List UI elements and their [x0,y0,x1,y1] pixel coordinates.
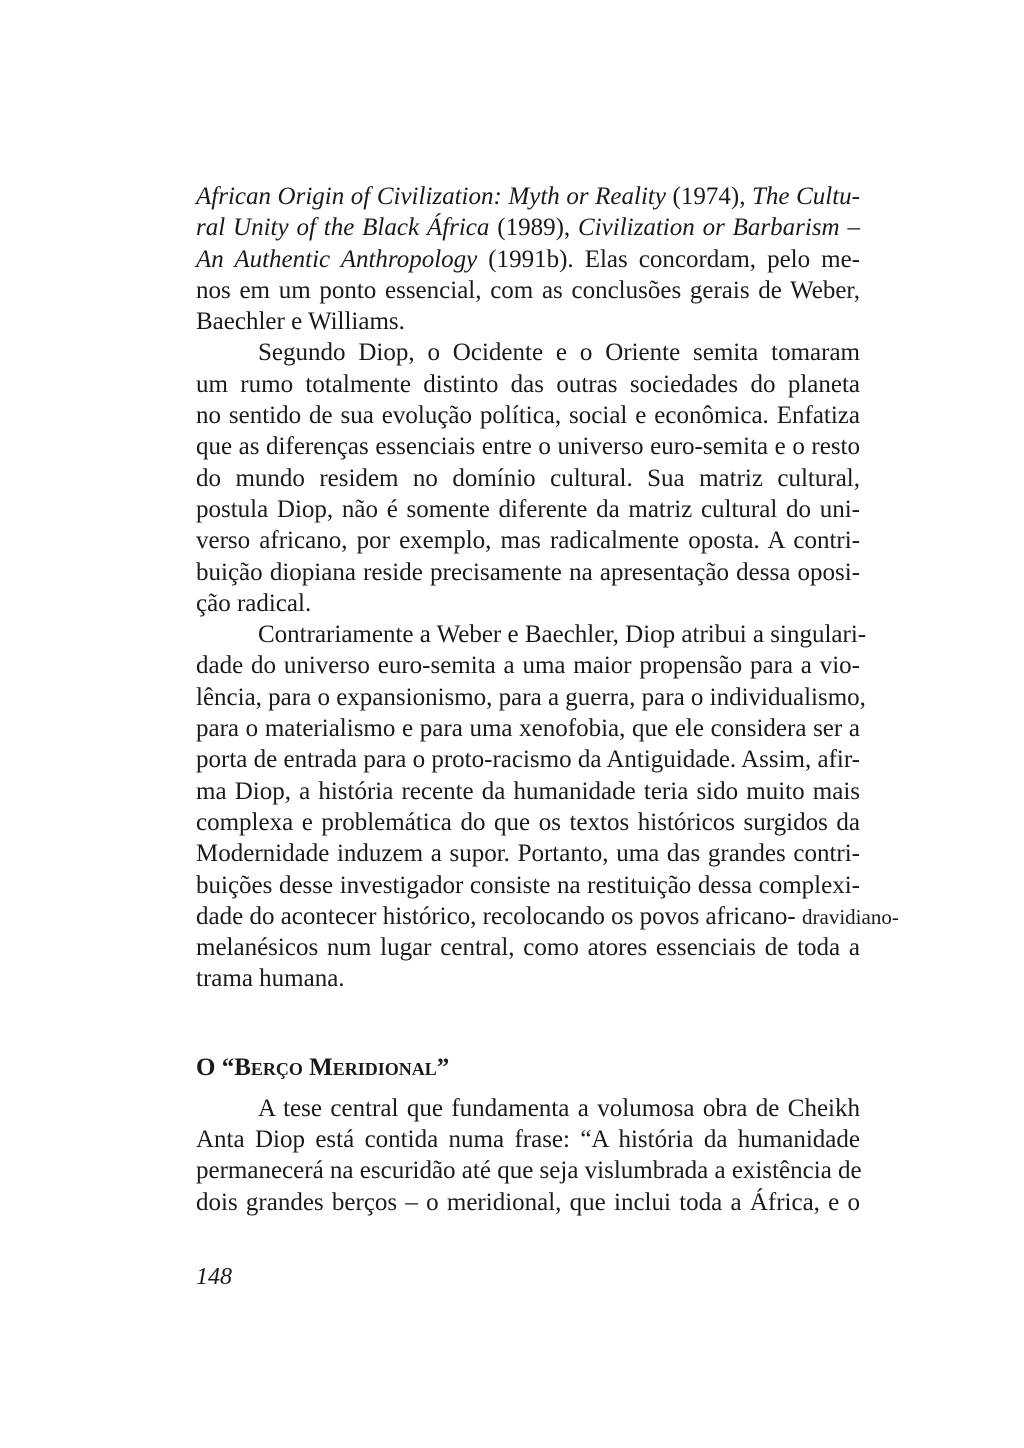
text-line: permanecerá na escuridão até que seja vislumbrada a existência de [196,1157,862,1185]
text-line: dois grandes berços – o meridional, que inclui toda a África, e o [196,1188,860,1216]
section-heading: O “BERÇO MERIDIONAL” [196,1053,450,1081]
text-line: no sentido de sua evolução política, social e econômica. Enfatiza [196,402,860,430]
text-line: que as diferenças essenciais entre o universo euro-semita e o resto [196,433,860,461]
paragraph-4 [196,1093,860,1218]
text-line: dade do acontecer histórico, recolocando os povos africano- dravidiano- [196,902,899,930]
text-line: ma Diop, a história recente da humanidade teria sido muito mais [196,777,860,805]
text-line: An Authentic Anthropology (1991b). Elas concordam, pelo me- [196,245,860,273]
text-line: verso africano, por exemplo, mas radicalmente oposta. A contri- [196,527,860,555]
text-line: lência, para o expansionismo, para a guerra, para o individualismo, [196,683,866,711]
paragraph-2 [196,337,860,619]
text-line: para o materialismo e para uma xenofobia, que ele considera ser a [196,715,860,743]
text-line: trama humana. [196,965,345,993]
text-line: buição diopiana reside precisamente na apresentação dessa oposi- [196,558,860,586]
paragraph-3 [196,619,899,995]
text-line: ção radical. [196,589,312,617]
text-line: um rumo totalmente distinto das outras sociedades do planeta [196,370,860,398]
text-line: dade do universo euro-semita a uma maior propensão para a vio- [196,652,860,680]
text-line: Baechler e Williams. [196,308,405,336]
text-line: buições desse investigador consiste na restituição dessa complexi- [196,871,860,899]
text-line: Segundo Diop, o Ocidente e o Oriente semita tomaram [258,339,860,367]
text-line: complexa e problemática do que os textos históricos surgidos da [196,808,860,836]
text-line: Contrariamente a Weber e Baechler, Diop atribui a singulari- [258,621,867,649]
page-number: 148 [196,1264,232,1290]
text-line: A tese central que fundamenta a volumosa obra de Cheikh [258,1094,860,1122]
text-line: porta de entrada para o proto-racismo da Antiguidade. Assim, afir- [196,746,860,774]
text-line: Anta Diop está contida numa frase: “A história da humanidade [196,1126,860,1154]
text-line: do mundo residem no domínio cultural. Sua matriz cultural, [196,464,860,492]
text-line: melanésicos num lugar central, como atores essenciais de toda a [196,934,860,962]
inline-small-text: dravidiano- [802,904,899,929]
text-line: nos em um ponto essencial, com as conclusões gerais de Weber, [196,276,860,304]
text-line: ral Unity of the Black África (1989), Civilization or Barbarism – [196,214,860,242]
text-line: postula Diop, não é somente diferente da matriz cultural do uni- [196,495,860,523]
page-body [196,181,899,1218]
text-line: African Origin of Civilization: Myth or Reality (1974), The Cultu- [196,183,860,210]
text-line: Modernidade induzem a supor. Portanto, uma das grandes contri- [196,840,860,868]
paragraph-1 [196,181,860,337]
